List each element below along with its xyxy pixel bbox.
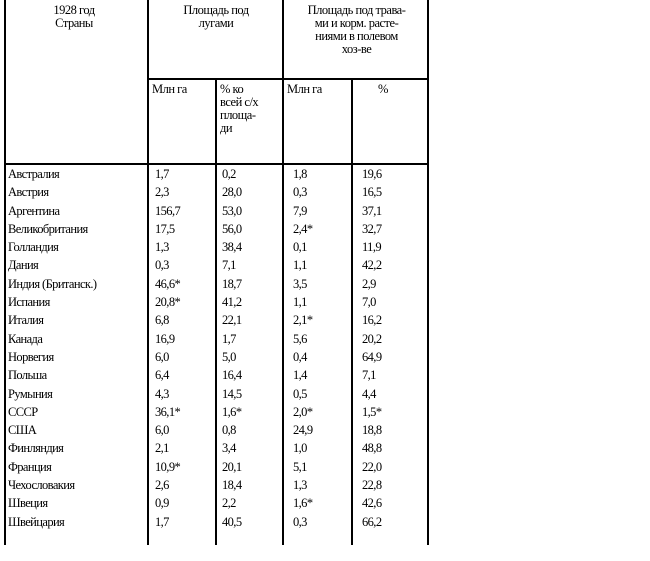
meadows-pct-cell: 0,2 xyxy=(222,167,236,181)
table-row xyxy=(6,183,431,201)
table-row xyxy=(6,476,431,494)
grass-pct-cell: 42,6 xyxy=(362,496,382,511)
table-row xyxy=(6,311,431,329)
meadows-mln-ha-cell: 6,0 xyxy=(155,423,169,438)
table-row xyxy=(6,275,431,293)
country-cell: Румыния xyxy=(8,386,53,401)
grass-pct-cell: 20,2 xyxy=(362,331,382,346)
meadows-pct-cell: 56,0 xyxy=(222,221,242,236)
country-cell: Австралия xyxy=(8,167,60,181)
grass-pct-cell: 19,6 xyxy=(362,167,382,181)
header-pct-meadows: % ко всей с/х площа- ди xyxy=(220,82,259,135)
grass-mln-ha-cell: 2,4* xyxy=(293,221,313,236)
grass-pct-cell: 7,1 xyxy=(362,368,376,383)
country-cell: Канада xyxy=(8,331,43,346)
meadows-mln-ha-cell: 6,4 xyxy=(155,368,169,383)
header-mln-ha-meadows: Млн га xyxy=(152,82,187,96)
meadows-pct-cell: 40,5 xyxy=(222,514,242,529)
table-row xyxy=(6,513,431,531)
meadows-pct-cell: 22,1 xyxy=(222,313,242,328)
grass-pct-cell: 64,9 xyxy=(362,349,382,364)
header-meadows-group: Площадь под лугами xyxy=(183,3,249,30)
grass-pct-cell: 1,5* xyxy=(362,404,382,419)
meadows-mln-ha-cell: 0,3 xyxy=(155,258,169,273)
grass-pct-cell: 7,0 xyxy=(362,295,376,310)
country-cell: Испания xyxy=(8,295,50,310)
grass-mln-ha-cell: 1,8 xyxy=(293,167,307,181)
country-cell: Польша xyxy=(8,368,47,383)
meadows-mln-ha-cell: 16,9 xyxy=(155,331,175,346)
meadows-mln-ha-cell: 4,3 xyxy=(155,386,169,401)
meadows-mln-ha-cell: 46,6* xyxy=(155,276,181,291)
grass-pct-cell: 48,8 xyxy=(362,441,382,456)
meadows-mln-ha-cell: 36,1* xyxy=(155,404,181,419)
meadows-mln-ha-cell: 6,8 xyxy=(155,313,169,328)
table-row xyxy=(6,385,431,403)
meadows-pct-cell: 38,4 xyxy=(222,240,242,255)
meadows-pct-cell: 28,0 xyxy=(222,185,242,200)
grass-pct-cell: 22,8 xyxy=(362,478,382,493)
meadows-pct-cell: 5,0 xyxy=(222,349,236,364)
header-mln-ha-grass: Млн га xyxy=(287,82,322,96)
meadows-mln-ha-cell: 2,6 xyxy=(155,478,169,493)
meadows-pct-cell: 16,4 xyxy=(222,368,242,383)
table-row xyxy=(6,366,431,384)
grass-pct-cell: 22,0 xyxy=(362,459,382,474)
meadows-mln-ha-cell: 17,5 xyxy=(155,221,175,236)
table-row xyxy=(6,238,431,256)
grass-pct-cell: 4,4 xyxy=(362,386,376,401)
statistics-table xyxy=(4,0,429,545)
meadows-mln-ha-cell: 0,9 xyxy=(155,496,169,511)
grass-pct-cell: 2,9 xyxy=(362,276,376,291)
table-row xyxy=(6,403,431,421)
table-row xyxy=(6,494,431,512)
country-cell: Великобритания xyxy=(8,221,88,236)
country-cell: Дания xyxy=(8,258,39,273)
table-row xyxy=(6,330,431,348)
grass-pct-cell: 37,1 xyxy=(362,203,382,218)
grass-pct-cell: 32,7 xyxy=(362,221,382,236)
subheader-rule xyxy=(147,78,429,80)
country-cell: Аргентина xyxy=(8,203,60,218)
meadows-pct-cell: 0,8 xyxy=(222,423,236,438)
grass-mln-ha-cell: 5,1 xyxy=(293,459,307,474)
country-cell: Норвегия xyxy=(8,349,54,364)
meadows-mln-ha-cell: 20,8* xyxy=(155,295,181,310)
grass-mln-ha-cell: 2,1* xyxy=(293,313,313,328)
country-cell: Швейцария xyxy=(8,514,65,529)
grass-mln-ha-cell: 0,3 xyxy=(293,185,307,200)
grass-pct-cell: 16,5 xyxy=(362,185,382,200)
grass-pct-cell: 18,8 xyxy=(362,423,382,438)
grass-mln-ha-cell: 1,0 xyxy=(293,441,307,456)
meadows-pct-cell: 14,5 xyxy=(222,386,242,401)
grass-pct-cell: 42,2 xyxy=(362,258,382,273)
grass-mln-ha-cell: 7,9 xyxy=(293,203,307,218)
grass-mln-ha-cell: 2,0* xyxy=(293,404,313,419)
meadows-pct-cell: 20,1 xyxy=(222,459,242,474)
grass-mln-ha-cell: 1,6* xyxy=(293,496,313,511)
country-cell: Швеция xyxy=(8,496,48,511)
grass-pct-cell: 16,2 xyxy=(362,313,382,328)
grass-mln-ha-cell: 24,9 xyxy=(293,423,313,438)
grass-mln-ha-cell: 1,1 xyxy=(293,258,307,273)
meadows-pct-cell: 18,4 xyxy=(222,478,242,493)
grass-pct-cell: 66,2 xyxy=(362,514,382,529)
meadows-mln-ha-cell: 2,1 xyxy=(155,441,169,456)
table-body xyxy=(6,165,431,531)
meadows-mln-ha-cell: 1,7 xyxy=(155,167,169,181)
meadows-pct-cell: 53,0 xyxy=(222,203,242,218)
meadows-mln-ha-cell: 1,3 xyxy=(155,240,169,255)
country-cell: Франция xyxy=(8,459,52,474)
country-cell: СССР xyxy=(8,404,38,419)
grass-mln-ha-cell: 0,4 xyxy=(293,349,307,364)
table-row xyxy=(6,256,431,274)
meadows-pct-cell: 3,4 xyxy=(222,441,236,456)
meadows-pct-cell: 1,7 xyxy=(222,331,236,346)
table-row xyxy=(6,458,431,476)
meadows-mln-ha-cell: 2,3 xyxy=(155,185,169,200)
header-grass-group: Площадь под трава- ми и корм. расте- ниями в полевом хоз-ве xyxy=(307,3,406,56)
country-cell: Австрия xyxy=(8,185,49,200)
meadows-pct-cell: 1,6* xyxy=(222,404,242,419)
meadows-mln-ha-cell: 6,0 xyxy=(155,349,169,364)
meadows-pct-cell: 41,2 xyxy=(222,295,242,310)
table-row xyxy=(6,439,431,457)
meadows-pct-cell: 18,7 xyxy=(222,276,242,291)
table-row xyxy=(6,348,431,366)
country-cell: Чехословакия xyxy=(8,478,75,493)
grass-mln-ha-cell: 1,1 xyxy=(293,295,307,310)
grass-mln-ha-cell: 0,1 xyxy=(293,240,307,255)
header-pct-grass: % xyxy=(378,82,388,96)
table-row xyxy=(6,202,431,220)
country-cell: Голландия xyxy=(8,240,59,255)
meadows-mln-ha-cell: 156,7 xyxy=(155,203,181,218)
grass-mln-ha-cell: 0,3 xyxy=(293,514,307,529)
country-cell: Финляндия xyxy=(8,441,64,456)
meadows-pct-cell: 2,2 xyxy=(222,496,236,511)
meadows-pct-cell: 7,1 xyxy=(222,258,236,273)
table-row xyxy=(6,421,431,439)
country-cell: США xyxy=(8,423,37,438)
grass-pct-cell: 11,9 xyxy=(362,240,382,255)
country-cell: Индия (Британск.) xyxy=(8,276,97,291)
grass-mln-ha-cell: 1,3 xyxy=(293,478,307,493)
table-row xyxy=(6,165,431,183)
meadows-mln-ha-cell: 10,9* xyxy=(155,459,181,474)
header-year-country: 1928 год Страны xyxy=(53,3,95,30)
grass-mln-ha-cell: 1,4 xyxy=(293,368,307,383)
country-cell: Италия xyxy=(8,313,44,328)
grass-mln-ha-cell: 3,5 xyxy=(293,276,307,291)
grass-mln-ha-cell: 0,5 xyxy=(293,386,307,401)
grass-mln-ha-cell: 5,6 xyxy=(293,331,307,346)
table-row xyxy=(6,293,431,311)
meadows-mln-ha-cell: 1,7 xyxy=(155,514,169,529)
table-row xyxy=(6,220,431,238)
